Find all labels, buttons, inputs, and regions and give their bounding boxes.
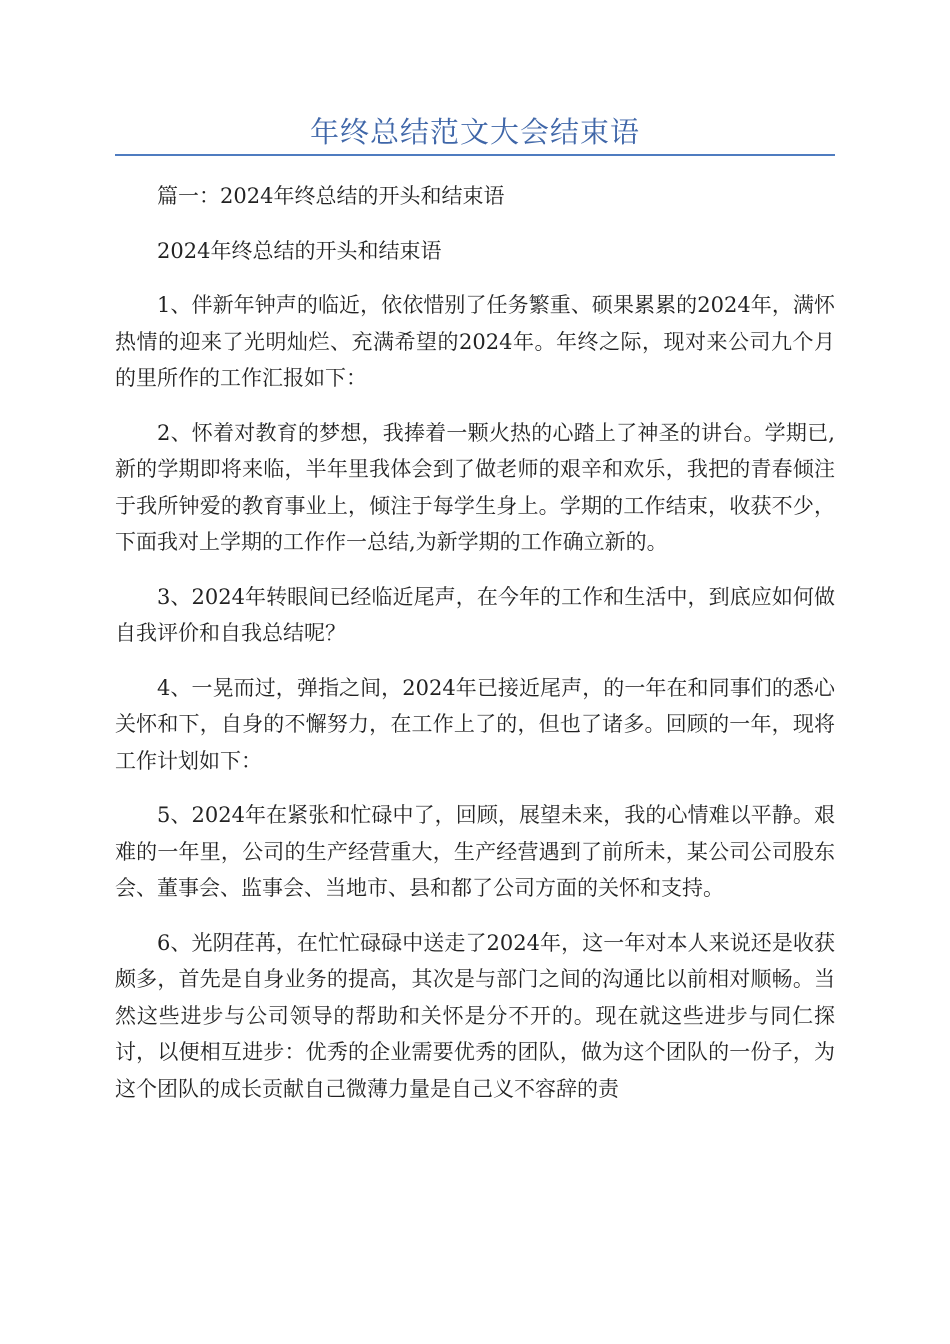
document-title: 年终总结范文大会结束语 bbox=[309, 115, 640, 149]
paragraph-item-3: 3、2024年转眼间已经临近尾声，在今年的工作和生活中，到底应如何做自我评价和自我总结呢？ bbox=[115, 584, 835, 645]
paragraph-item-5: 5、2024年在紧张和忙碌中了，回顾，展望未来，我的心情难以平静。艰难的一年里，公司的生产经营重大，生产经营遇到了前所未，某公司公司股东会、董事会、监事会、当地市、县和都了公司方面的关怀和支持。 bbox=[115, 803, 835, 900]
paragraph-item-2: 2、怀着对教育的梦想，我捧着一颗火热的心踏上了神圣的讲台。学期已,新的学期即将来临，半年里我体会到了做老师的艰辛和欢乐，我把的青春倾注于我所钟爱的教育事业上，倾注于每学生身上。学期的工作结束，收获不少，下面我对上学期的工作作一总结,为新学期的工作确立新的。 bbox=[115, 420, 835, 554]
title-underline-divider bbox=[115, 154, 835, 156]
paragraph-subheading: 2024年终总结的开头和结束语 bbox=[157, 238, 442, 263]
paragraph-item-6: 6、光阴荏苒，在忙忙碌碌中送走了2024年，这一年对本人来说还是收获颇多，首先是自身业务的提高，其次是与部门之间的沟通比以前相对顺畅。当然这些进步与公司领导的帮助和关怀是分不开的。现在就这些进步与同仁探讨，以便相互进步：优秀的企业需要优秀的团队，做为这个团队的一份子，为这个团队的成长贡献自己微薄力量是自己义不容辞的责 bbox=[115, 930, 835, 1101]
paragraph-item-1: 1、伴新年钟声的临近，依依惜别了任务繁重、硕果累累的2024年，满怀热情的迎来了光明灿烂、充满希望的2024年。年终之际，现对来公司九个月的里所作的工作汇报如下： bbox=[115, 293, 835, 390]
paragraph-section-heading: 篇一：2024年终总结的开头和结束语 bbox=[157, 184, 505, 208]
document-body bbox=[115, 178, 835, 1125]
paragraph-item-4: 4、一晃而过，弹指之间，2024年已接近尾声，的一年在和同事们的悉心关怀和下，自身的不懈努力，在工作上了的，但也了诸多。回顾的一年，现将工作计划如下： bbox=[115, 675, 835, 773]
